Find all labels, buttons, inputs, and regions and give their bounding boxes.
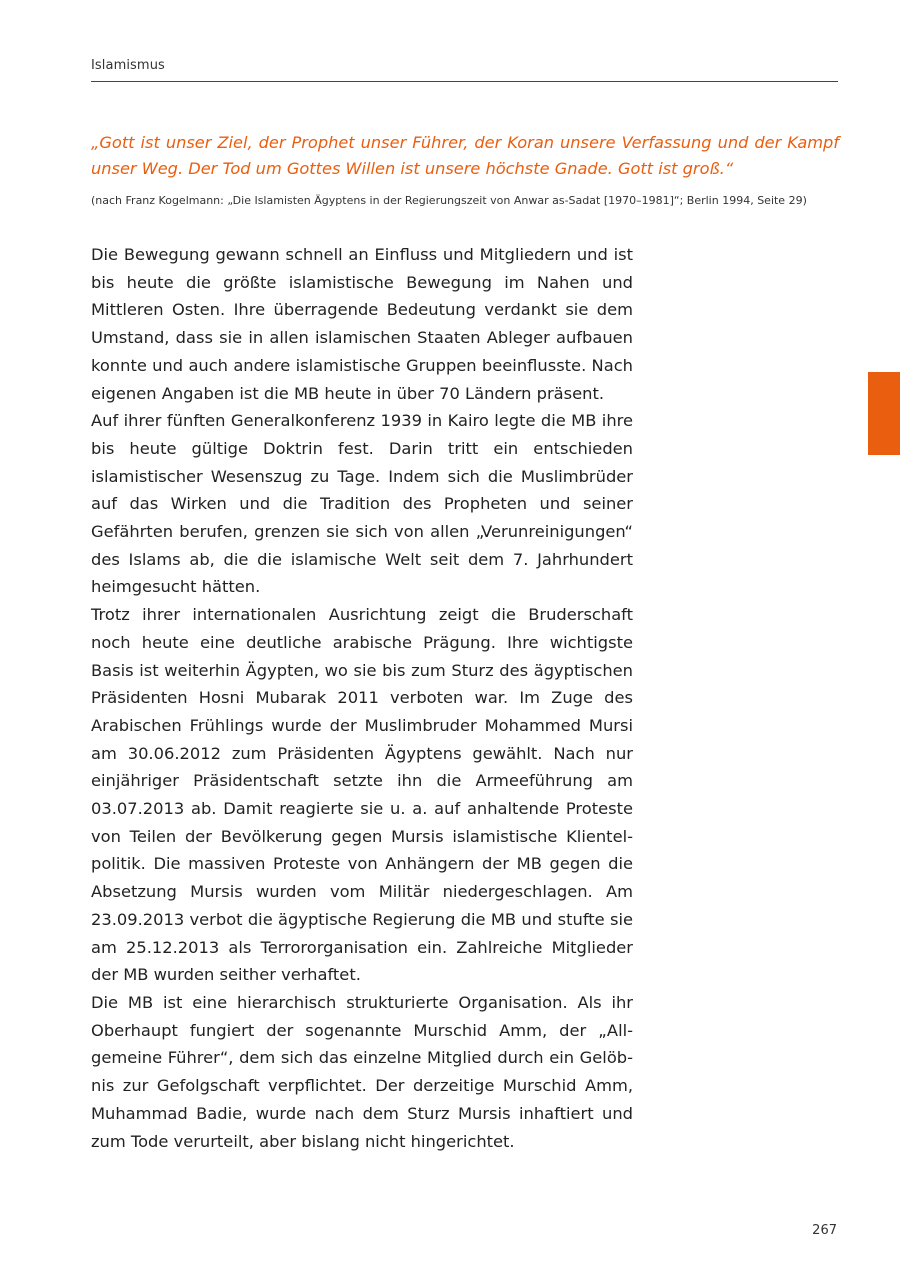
paragraph: Auf ihrer fünften Generalkonferenz 1939 in Kairo legte die MB ihre bis heute gültige Doktrin fest. Darin tritt ein entschieden islamistischer Wesenszug zu Tage. Indem sich die Muslimbrüder auf das Wirken und die Tradition des Propheten und seiner Gefährten berufen, grenzen sie sich von allen „Verunreinigungen“ des Islams ab, die die islamische Welt seit dem 7. Jahrhundert heimgesucht hätten. <box>91 411 633 597</box>
quote-citation: (nach Franz Kogelmann: „Die Islamisten Ägyptens in der Regierungszeit von Anwar as-Sadat [1970–1981]“; Berlin 1994, Seite 29) <box>91 194 807 207</box>
paragraph: Die Bewegung gewann schnell an Einfluss und Mitgliedern und ist bis heute die größte islamistische Bewegung im Nahen und Mittleren Osten. Ihre überragende Bedeutung verdankt sie dem Umstand, dass sie in allen islamischen Staaten Ableger aufbauen konnte und auch andere islamistische Gruppen beeinflusste. Nach eigenen Angaben ist die MB heute in über 70 Ländern präsent. <box>91 245 633 403</box>
running-header: Islamismus <box>91 58 165 73</box>
body-text <box>91 241 633 1155</box>
paragraph: Die MB ist eine hierarchisch strukturierte Organisation. Als ihr Oberhaupt fungiert der sogenannte Murschid Amm, der „Allgemeine Führer“, dem sich das einzelne Mitglied durch ein Gelöbnis zur Gefolgschaft verpflichtet. Der derzeitige Murschid Amm, Muhammad Badie, wurde nach dem Sturz Mursis inhaftiert und zum Tode verurteilt, aber bislang nicht hingerichtet. <box>91 992 633 1151</box>
header-rule <box>91 81 838 82</box>
section-marker-tab <box>868 372 900 455</box>
paragraph: Trotz ihrer internationalen Ausrichtung zeigt die Bruderschaft noch heute eine deutliche arabische Prägung. Ihre wichtigste Basis ist weiterhin Ägypten, wo sie bis zum Sturz des ägyptischen Präsidenten Hosni Mubarak 2011 verboten war. Im Zuge des Arabischen Frühlings wurde der Muslimbruder Mohammed Mursi am 30.06.2012 zum Präsidenten Ägyptens gewählt. Nach nur einjähriger Präsidentschaft setzte ihn die Armeeführung am 03.07.2013 ab. Damit reagierte sie u. a. auf anhaltende Proteste von Teilen der Bevölkerung gegen Mursis islamistische Klientelpolitik. Die massiven Proteste von Anhängern der MB gegen die Absetzung Mursis wurden vom Militär niedergeschlagen. Am 23.09.2013 verbot die ägyptische Regierung die MB und stufte sie am 25.12.2013 als Terrororganisation ein. Zahlreiche Mitglieder der MB wurden seither verhaftet. <box>91 605 633 985</box>
page-number: 267 <box>812 1223 837 1238</box>
pull-quote: „Gott ist unser Ziel, der Prophet unser Führer, der Koran unsere Verfassung und der Kampf unser Weg. Der Tod um Gottes Willen ist unsere höchste Gnade. Gott ist groß.“ <box>91 133 839 178</box>
